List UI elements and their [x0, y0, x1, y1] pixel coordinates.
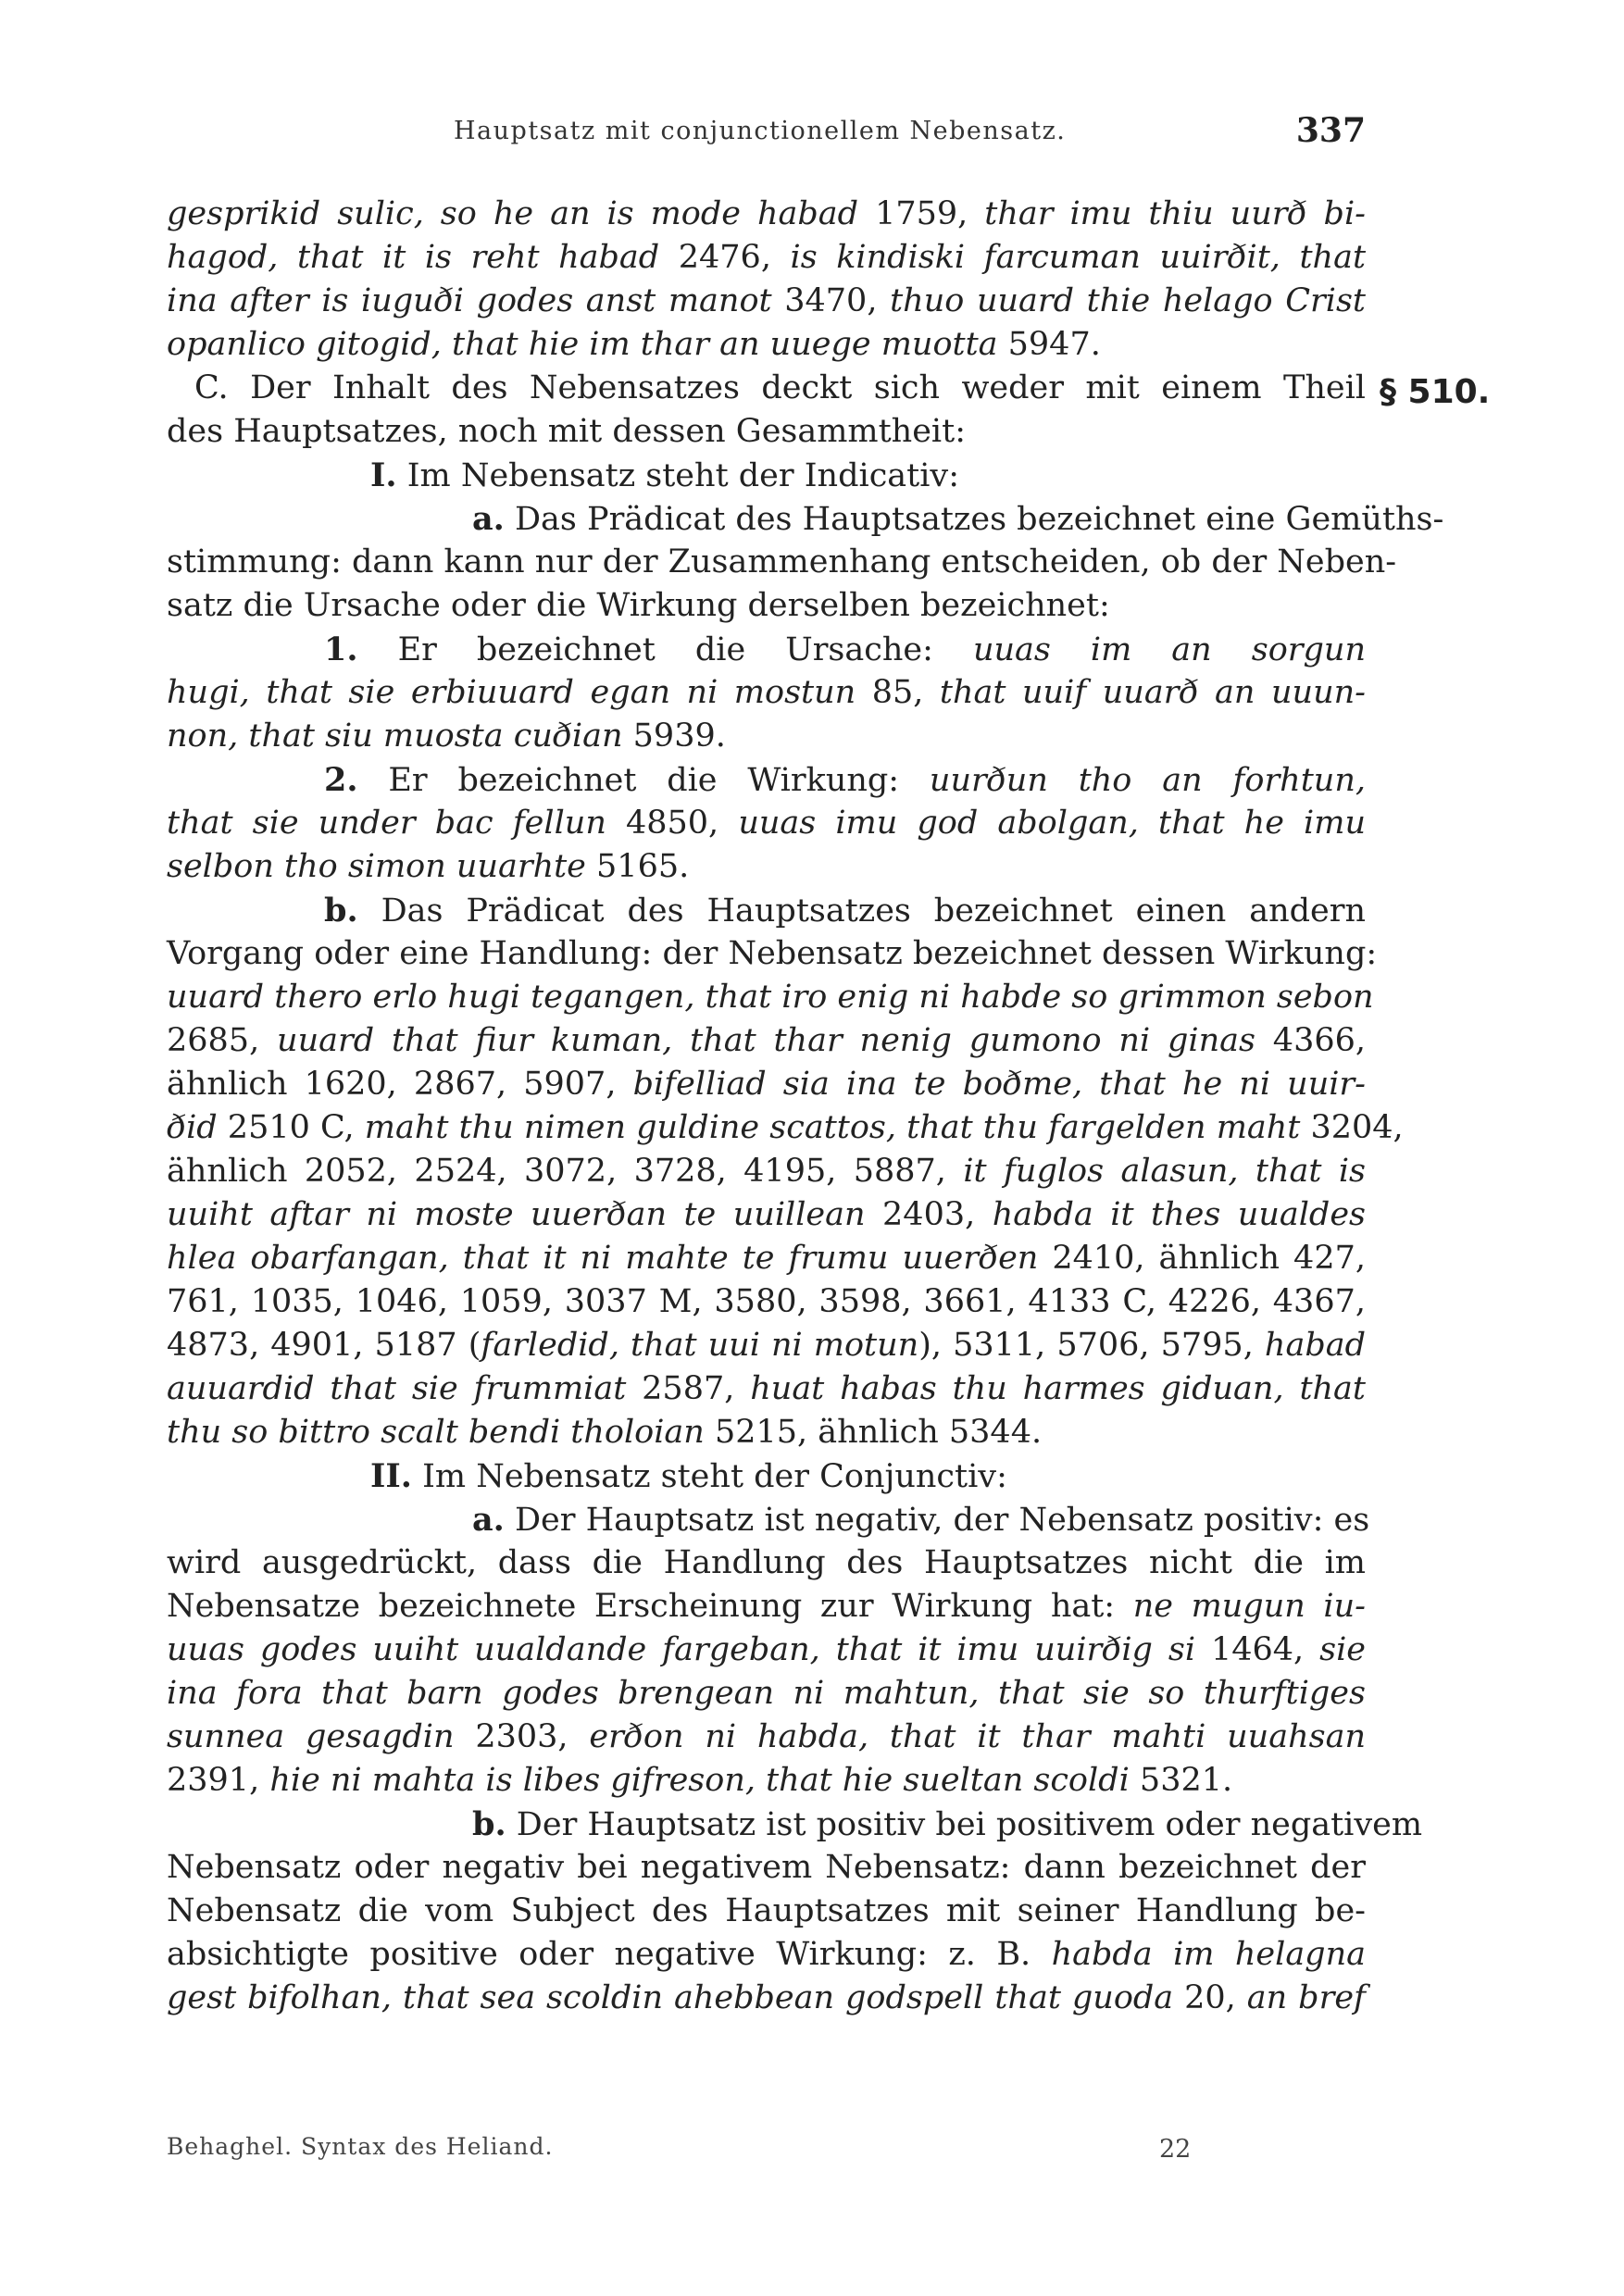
text-segment: Nebensatze bezeichnete Erscheinung zur Wirkung hat:	[167, 1588, 1133, 1625]
quoted-text: uuas godes uuiht uualdande fargeban, that it imu uuirðig si	[167, 1631, 1211, 1668]
quoted-text: sunnea gesagdin	[167, 1718, 476, 1755]
quoted-text: is kindiski farcuman uuirðit, that	[790, 239, 1367, 276]
enumeration-label: 2.	[324, 761, 358, 799]
text-segment: 761, 1035, 1046, 1059, 3037 M, 3580, 3598, 3661, 4133 C, 4226, 4367,	[167, 1283, 1366, 1320]
text-segment: ähnlich 2052, 2524, 3072, 3728, 4195, 5887,	[167, 1153, 964, 1190]
text-segment: 5215, ähnlich 5344.	[714, 1414, 1043, 1451]
quoted-text: ne mugun iu-	[1132, 1588, 1366, 1625]
text-segment: 2685,	[167, 1022, 278, 1059]
quoted-text: auuardid that sie frummiat	[167, 1370, 643, 1407]
text-line	[167, 497, 1444, 541]
quoted-text: uuard thero erlo hugi tegangen, that iro enig ni habde so grimmon sebon	[167, 979, 1374, 1016]
text-line	[167, 1454, 1366, 1498]
quoted-text: that sie under bac fellun	[167, 805, 626, 842]
quoted-text: that uuif uuarð an uuun-	[939, 674, 1366, 711]
text-segment: Das Prädicat des Hauptsatzes bezeichnet einen andern	[357, 892, 1366, 930]
text-line	[167, 1933, 1366, 1977]
text-segment: 20,	[1184, 1979, 1247, 2016]
text-line	[167, 1716, 1366, 1759]
quoted-text: huat habas thu harmes giduan, that	[750, 1370, 1366, 1407]
text-segment: Nebensatz die vom Subject des Hauptsatzes mit seiner Handlung be-	[167, 1892, 1366, 1929]
quoted-text: opanlico gitogid, that hie im thar an uuege muotta	[167, 326, 1008, 363]
text-segment: 2510 C,	[227, 1109, 365, 1146]
text-line	[167, 889, 1366, 932]
text-segment: C. Der Inhalt des Nebensatzes deckt sich weder mit einem Theil	[194, 369, 1366, 406]
text-segment: stimmung: dann kann nur der Zusammenhang entscheiden, ob der Neben-	[167, 543, 1397, 580]
running-head: Hauptsatz mit conjunctionellem Nebensatz.	[454, 117, 1067, 145]
text-line	[167, 1498, 1370, 1541]
text-segment: 2391,	[167, 1762, 270, 1799]
text-line	[167, 1237, 1366, 1280]
text-segment: ähnlich 1620, 2867, 5907,	[167, 1066, 633, 1103]
text-line	[167, 1759, 1366, 1803]
text-segment: 2410, ähnlich 427,	[1052, 1240, 1366, 1277]
quoted-text: bifelliad sia ina te boðme, that he ni uuir-	[632, 1066, 1366, 1103]
text-line	[167, 1019, 1366, 1063]
sheet-number: 22	[1159, 2135, 1192, 2164]
text-line	[167, 932, 1378, 976]
enumeration-label: I.	[370, 456, 397, 494]
quoted-text: erðon ni habda, that it thar mahti uuahsan	[589, 1718, 1366, 1755]
text-segment: Der Hauptsatz ist negativ, der Nebensatz positiv: es	[504, 1502, 1370, 1539]
enumeration-label: II.	[370, 1457, 412, 1495]
text-line	[167, 367, 1491, 411]
quoted-text: habda it thes uualdes	[992, 1196, 1366, 1233]
quoted-text: hugi, that sie erbiuuard egan ni mostun	[167, 674, 872, 711]
text-segment: 4850,	[625, 805, 739, 842]
text-line	[167, 454, 1366, 497]
text-line	[167, 1063, 1366, 1106]
text-line	[167, 976, 1374, 1019]
quoted-text: maht thu nimen guldine scattos, that thu fargelden maht	[364, 1109, 1311, 1146]
text-segment: 4873, 4901, 5187 (	[167, 1327, 481, 1364]
text-line	[167, 802, 1366, 845]
text-segment: Er bezeichnet die Ursache:	[357, 631, 973, 668]
text-line	[167, 1280, 1366, 1324]
text-segment: des Hauptsatzes, noch mit dessen Gesammtheit:	[167, 413, 966, 450]
quoted-text: hagod, that it is reht habad	[167, 239, 679, 276]
quoted-text: uuas im an sorgun	[972, 631, 1366, 668]
text-line	[167, 280, 1366, 323]
text-segment: 3470,	[784, 282, 891, 319]
text-segment: 5939.	[632, 718, 726, 755]
text-line	[167, 1106, 1404, 1150]
text-segment: Der Hauptsatz ist positiv bei positivem oder negativem	[506, 1806, 1423, 1843]
text-segment: Vorgang oder eine Handlung: der Nebensatz bezeichnet dessen Wirkung:	[167, 935, 1378, 972]
text-segment: 2587,	[642, 1370, 751, 1407]
text-segment: 4366,	[1272, 1022, 1366, 1059]
text-segment: Nebensatz oder negativ bei negativem Nebensatz: dann bezeichnet der	[167, 1849, 1366, 1886]
body-text	[167, 193, 1491, 2020]
quoted-text: thuo uuard thie helago Crist	[890, 282, 1366, 319]
text-line	[167, 193, 1366, 236]
quoted-text: farledid, that uui ni motun	[481, 1327, 919, 1364]
text-line	[167, 1411, 1366, 1454]
quoted-text: ðid	[167, 1109, 228, 1146]
quoted-text: non, that siu muosta cuðian	[167, 718, 633, 755]
text-line	[167, 1324, 1366, 1367]
quoted-text: sie	[1319, 1631, 1366, 1668]
text-line	[167, 1890, 1366, 1933]
text-line	[167, 1367, 1366, 1411]
enumeration-label: b.	[324, 892, 358, 930]
quoted-text: habda im helagna	[1051, 1936, 1366, 1973]
text-segment: Im Nebensatz steht der Indicativ:	[396, 457, 959, 494]
text-segment: 5947.	[1007, 326, 1101, 363]
text-segment: 3204,	[1310, 1109, 1404, 1146]
text-segment: 2476,	[678, 239, 791, 276]
text-line	[167, 1628, 1366, 1672]
quoted-text: ina fora that barn godes brengean ni mahtun, that sie so thurftiges	[167, 1675, 1366, 1712]
text-line	[167, 584, 1366, 628]
text-segment: Er bezeichnet die Wirkung:	[357, 762, 930, 799]
page-header	[167, 111, 1366, 157]
text-line	[167, 1803, 1423, 1846]
quoted-text: uuiht aftar ni moste uuerðan te uuillean	[167, 1196, 883, 1233]
text-segment: 2303,	[475, 1718, 590, 1755]
text-line	[167, 1977, 1366, 2020]
quoted-text: uuas imu god abolgan, that he imu	[738, 805, 1366, 842]
text-line	[167, 1541, 1366, 1585]
page-number: 337	[1295, 111, 1366, 150]
text-segment: satz die Ursache oder die Wirkung derselben bezeichnet:	[167, 587, 1110, 624]
text-line	[167, 236, 1366, 280]
text-line	[167, 845, 1366, 889]
text-segment: absichtigte positive oder negative Wirkung: z. B.	[167, 1936, 1052, 1973]
enumeration-label: 1.	[324, 630, 358, 668]
quoted-text: it fuglos alasun, that is	[963, 1153, 1366, 1190]
text-line	[167, 410, 1366, 454]
quoted-text: gest bifolhan, that sea scoldin ahebbean godspell that guoda	[167, 1979, 1185, 2016]
text-line	[167, 1193, 1366, 1237]
quoted-text: hlea obarfangan, that it ni mahte te frumu uuerðen	[167, 1240, 1053, 1277]
section-marker: § 510.	[1380, 373, 1491, 411]
text-line	[167, 715, 1366, 758]
text-line	[167, 628, 1366, 671]
text-segment: 85,	[871, 674, 940, 711]
text-line	[167, 323, 1366, 367]
text-line	[167, 1150, 1366, 1193]
text-line	[167, 758, 1366, 802]
printer-signature: Behaghel. Syntax des Heliand.	[167, 2133, 554, 2160]
quoted-text: uuard that fiur kuman, that thar nenig gumono ni ginas	[277, 1022, 1273, 1059]
text-line	[167, 671, 1366, 715]
quoted-text: hie ni mahta is libes gifreson, that hie sueltan scoldi	[269, 1762, 1140, 1799]
quoted-text: an bref	[1246, 1979, 1366, 2016]
text-segment: Im Nebensatz steht der Conjunctiv:	[411, 1458, 1007, 1495]
quoted-text: uurðun tho an forhtun,	[929, 762, 1366, 799]
quoted-text: thar imu thiu uurð bi-	[984, 195, 1366, 232]
text-line	[167, 1846, 1366, 1890]
quoted-text: habad	[1264, 1327, 1366, 1364]
text-segment: 5165.	[596, 848, 690, 885]
text-segment: Das Prädicat des Hauptsatzes bezeichnet eine Gemüths-	[504, 501, 1444, 538]
text-segment: wird ausgedrückt, dass die Handlung des Hauptsatzes nicht die im	[167, 1544, 1366, 1581]
quoted-text: gesprikid sulic, so he an is mode habad	[167, 195, 876, 232]
text-segment: 5321.	[1139, 1762, 1233, 1799]
text-segment: 2403,	[882, 1196, 993, 1233]
enumeration-label: a.	[472, 500, 505, 538]
text-segment: 1759,	[875, 195, 985, 232]
enumeration-label: b.	[472, 1805, 506, 1843]
enumeration-label: a.	[472, 1501, 505, 1539]
text-line	[167, 1585, 1366, 1628]
quoted-text: ina after is iuguði godes anst manot	[167, 282, 785, 319]
quoted-text: thu so bittro scalt bendi tholoian	[167, 1414, 715, 1451]
text-segment: ), 5311, 5706, 5795,	[918, 1327, 1265, 1364]
page-footer	[167, 2122, 1366, 2164]
text-segment: 1464,	[1210, 1631, 1320, 1668]
text-line	[167, 1672, 1366, 1716]
text-line	[167, 541, 1397, 584]
quoted-text: selbon tho simon uuarhte	[167, 848, 597, 885]
